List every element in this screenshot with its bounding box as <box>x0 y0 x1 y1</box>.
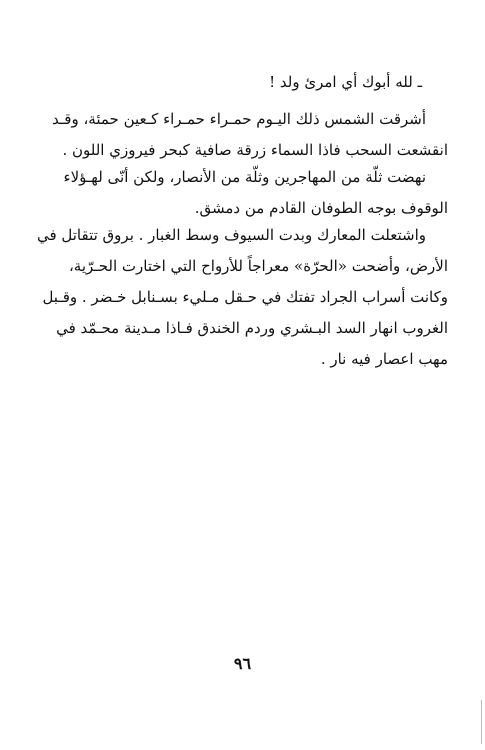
text-line: الأرض، وأضحت «الحرّة» معراجاً للأرواح التي اختارت الحـرّية، <box>68 257 448 275</box>
page-edge-divider <box>481 700 482 744</box>
paragraph-3 <box>36 162 448 224</box>
text-line: الغروب انهار السد البـشري وردم الخندق فـاذا مـدينة محـمّد في <box>56 319 448 337</box>
text-line: واشتعلت المعارك وبدت السيوف وسط الغبار . بروق تتقاتل في <box>36 226 426 244</box>
text-line: نهضت ثلّة من المهاجرين وثلّة من الأنصار، ولكن أنّى لهـؤلاء <box>63 168 426 186</box>
paragraph-2 <box>36 104 448 166</box>
text-line: وكانت أسراب الجراد تفتك في حـقل مـليء بسـنابل خـضر . وقـبل <box>42 288 448 306</box>
text-line: الوقوف بوجه الطوفان القادم من دمشق. <box>194 199 448 217</box>
text-line: انقشعت السحب فاذا السماء زرقة صافية كبحر فيروزي اللون . <box>62 141 448 159</box>
paragraph-4 <box>36 220 448 375</box>
text-line: مهب اعصار فيه نار . <box>320 350 448 368</box>
page-number: ٩٦ <box>233 654 252 673</box>
paragraph-1 <box>36 67 448 98</box>
text-line: ـ لله أبوك أي امرئ ولد ! <box>269 73 422 91</box>
text-line: أشرقت الشمس ذلك اليـوم حمـراء حمـراء كـعين حمئة، وقـد <box>52 110 426 128</box>
